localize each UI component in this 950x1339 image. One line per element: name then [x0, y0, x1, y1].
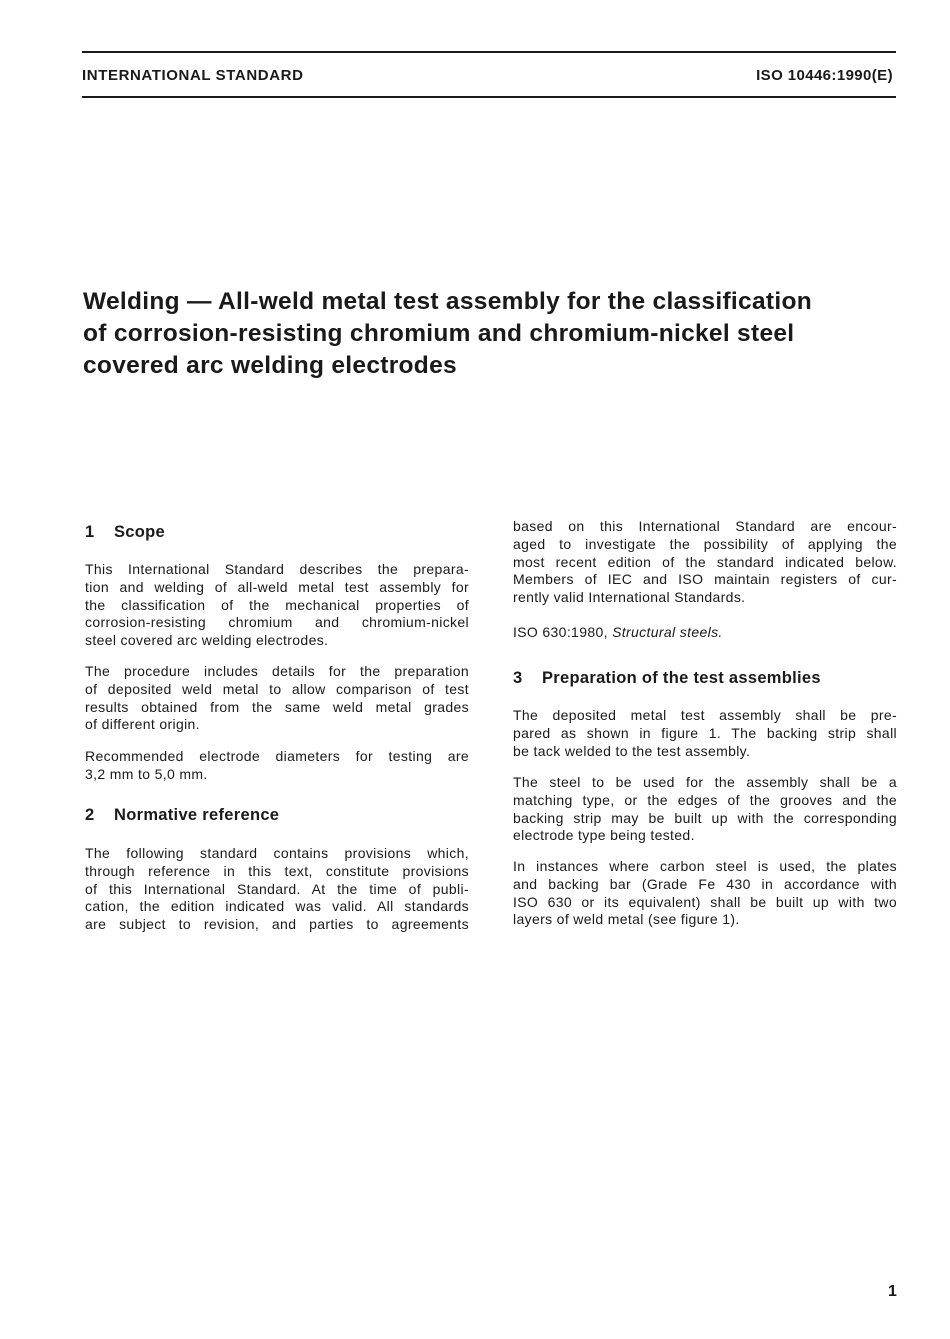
preparation-paragraph-3: In instances where carbon steel is used, the plates and backing bar (Grade Fe 430 in accordance with ISO 630 or its equivalent) shall be built up with two layers of weld metal (see figure 1). — [513, 858, 897, 928]
scope-paragraph-1: This International Standard describes the prepara- tion and welding of all-weld metal test assembly for the classification of the mechanical properties of corrosion-resisting chromium and chromium-nickel steel covered arc welding electrodes. — [85, 561, 469, 649]
section-number: 1 — [85, 523, 95, 541]
title-line: of corrosion-resisting chromium and chromium-nickel steel — [83, 320, 795, 347]
preparation-paragraph-2: The steel to be used for the assembly shall be a matching type, or the edges of the grooves and the backing strip may be built up with the corresponding electrode type being tested. — [513, 774, 897, 844]
page-number: 1 — [888, 1283, 897, 1300]
section-title: Preparation of the test assemblies — [542, 669, 821, 687]
normative-paragraph-1: The following standard contains provisions which, through reference in this text, constitute provisions of this International Standard. At the time of publi- cation, the edition indicated was valid. All standards are subject to revision, and parties to agreements — [85, 845, 469, 933]
standard-number: ISO 10446:1990(E) — [756, 67, 893, 84]
header-top-rule — [82, 51, 896, 53]
document-title — [83, 286, 883, 382]
title-line: Welding — All-weld metal test assembly for the classification — [83, 288, 812, 315]
scope-paragraph-2: The procedure includes details for the preparation of deposited weld metal to allow comparison of test results obtained from the same weld metal grades of different origin. — [85, 663, 469, 733]
title-line: covered arc welding electrodes — [83, 352, 457, 379]
scope-paragraph-3: Recommended electrode diameters for testing are 3,2 mm to 5,0 mm. — [85, 748, 469, 782]
section-title: Scope — [114, 523, 166, 541]
preparation-paragraph-1: The deposited metal test assembly shall be pre- pared as shown in figure 1. The backing strip shall be tack welded to the test assembly. — [513, 707, 897, 759]
section-title: Normative reference — [114, 806, 280, 824]
section-heading-scope — [85, 524, 469, 542]
section-heading-preparation — [513, 670, 897, 688]
normative-paragraph-1-continued: based on this International Standard are encour- aged to investigate the possibility of applying the most recent edition of the standard indicated below. Members of IEC and ISO maintain registers of cur- rently valid International Standards. — [513, 518, 897, 606]
section-number: 2 — [85, 806, 95, 824]
header-bottom-rule — [82, 96, 896, 98]
section-number: 3 — [513, 669, 523, 687]
section-heading-normative-reference — [85, 807, 469, 825]
reference-code: ISO 630:1980, — [513, 624, 608, 640]
normative-reference-entry — [513, 624, 897, 642]
document-type-label: INTERNATIONAL STANDARD — [82, 67, 304, 84]
reference-title: Structural steels. — [612, 624, 723, 640]
